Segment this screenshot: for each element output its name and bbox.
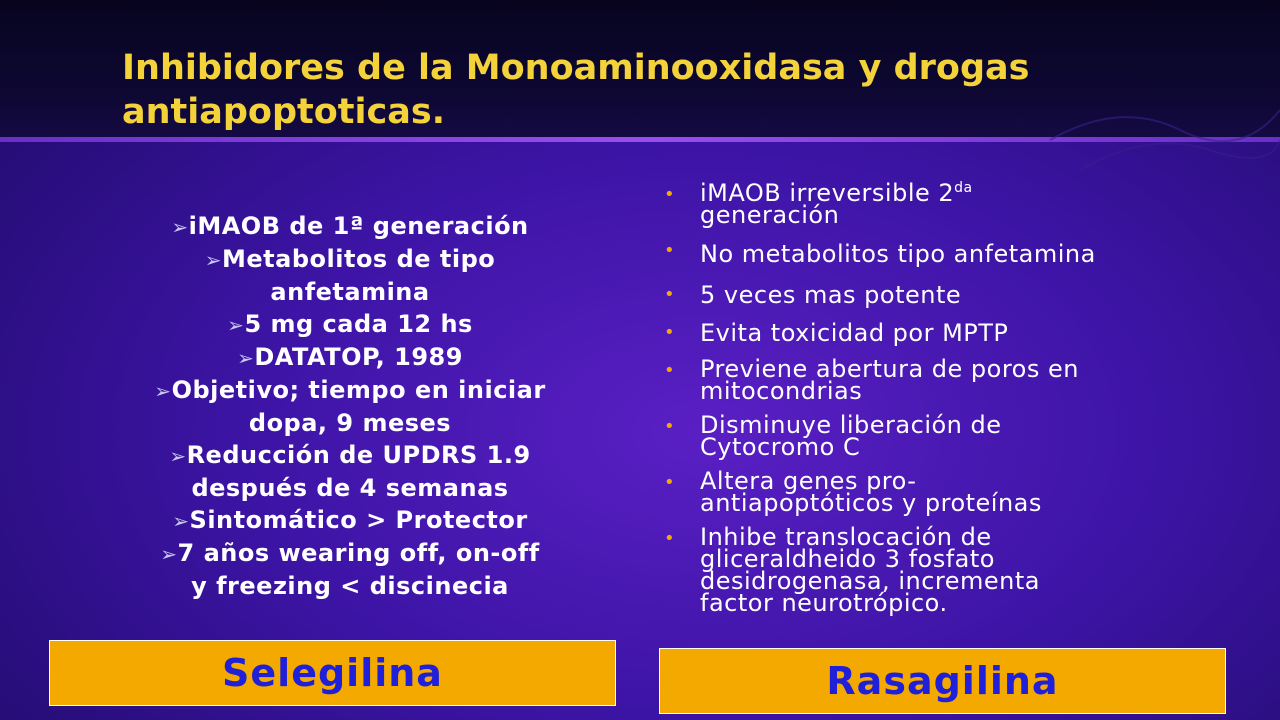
left-item: ➢iMAOB de 1ª generación: [171, 212, 529, 240]
left-item: ➢Reducción de UPDRS 1.9: [169, 441, 531, 469]
left-item-continuation: dopa, 9 meses: [248, 409, 452, 437]
bullet-icon: •: [664, 240, 676, 261]
left-item-continuation: después de 4 semanas: [191, 474, 509, 502]
bullet-icon: •: [664, 416, 676, 437]
left-item-continuation: anfetamina: [270, 278, 430, 306]
bullet-icon: •: [664, 528, 676, 549]
bullet-icon: •: [664, 472, 676, 493]
selegilina-details: [100, 210, 600, 602]
bullet-icon: •: [664, 284, 676, 305]
arrow-bullet-icon: ➢: [227, 313, 245, 337]
left-item: ➢Sintomático > Protector: [172, 506, 528, 534]
left-item: ➢Metabolitos de tipo: [204, 245, 496, 273]
right-item: • Inhibe translocación de gliceraldheido 3 fosfato desidrogenasa, incrementa factor neurotrópico.: [664, 523, 1040, 617]
rasagilina-details: [660, 179, 1260, 626]
arrow-bullet-icon: ➢: [160, 542, 178, 566]
arrow-bullet-icon: ➢: [237, 346, 255, 370]
rasagilina-label: Rasagilina: [659, 648, 1226, 714]
right-item: • iMAOB irreversible $2^{da}$ generación: [664, 179, 973, 229]
right-item: • Evita toxicidad por MPTP: [664, 319, 1009, 347]
bullet-icon: •: [664, 322, 676, 343]
bullet-icon: •: [664, 184, 676, 205]
arrow-bullet-icon: ➢: [172, 509, 190, 533]
title-line-1: Inhibidores de la Monoaminooxidasa y drogas: [122, 48, 1030, 88]
left-item: ➢7 años wearing off, on-off: [160, 539, 540, 567]
right-item: • Altera genes pro- antiapoptóticos y proteínas: [664, 467, 1042, 517]
selegilina-label: Selegilina: [49, 640, 616, 706]
right-item: • Disminuye liberación de Cytocromo C: [664, 411, 1002, 461]
left-item: ➢DATATOP, 1989: [237, 343, 463, 371]
left-item: ➢5 mg cada 12 hs: [227, 310, 473, 338]
right-item: • Previene abertura de poros en mitocondrias: [664, 355, 1079, 405]
arrow-bullet-icon: ➢: [169, 444, 187, 468]
arrow-bullet-icon: ➢: [204, 248, 223, 272]
title-line-2: antiapoptoticas.: [122, 92, 446, 132]
right-item: • 5 veces mas potente: [664, 281, 962, 309]
arrow-bullet-icon: ➢: [171, 215, 189, 239]
left-item-continuation: y freezing < discinecia: [191, 572, 509, 600]
arrow-bullet-icon: ➢: [154, 379, 172, 403]
slide-title: [122, 46, 1222, 134]
left-item: ➢Objetivo; tiempo en iniciar: [154, 376, 546, 404]
right-item: • No metabolitos tipo anfetamina: [664, 240, 1096, 268]
bullet-icon: •: [664, 360, 676, 381]
